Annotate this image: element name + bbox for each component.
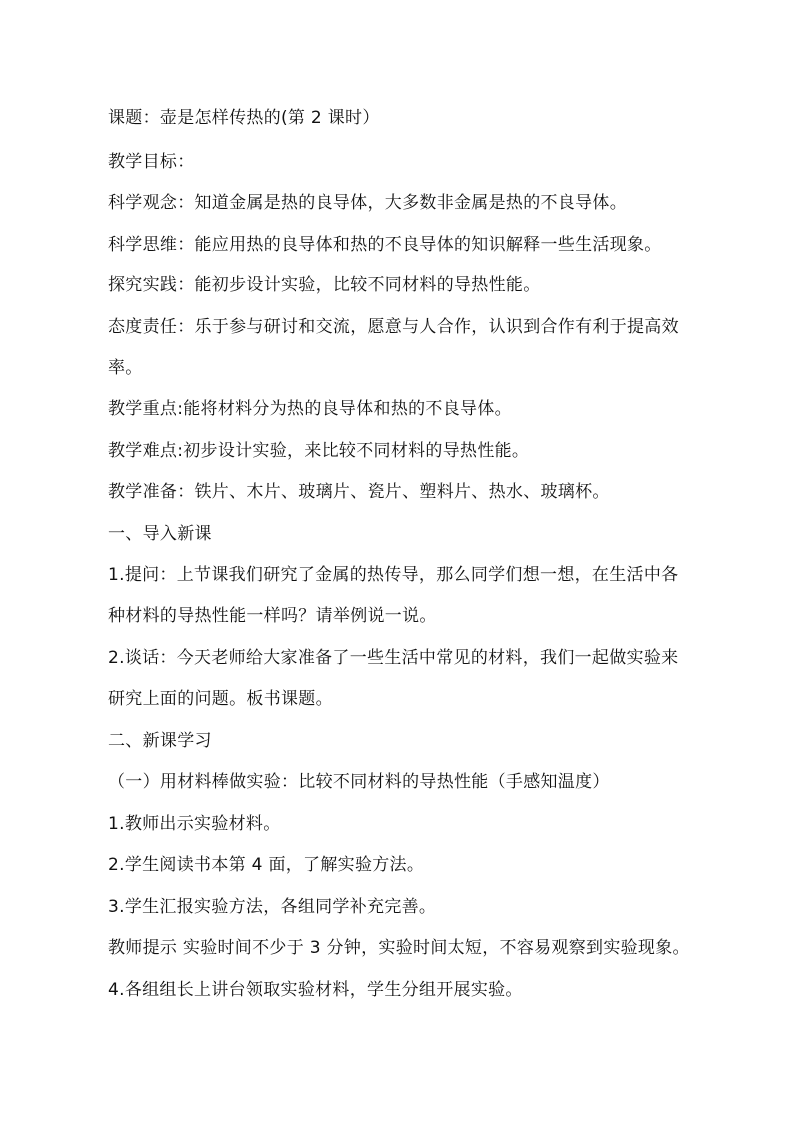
teaching-preparation: 教学准备：铁片、木片、玻璃片、瓷片、塑料片、热水、玻璃杯。 bbox=[108, 482, 610, 502]
goal-inquiry-practice: 探究实践：能初步设计实验，比较不同材料的导热性能。 bbox=[108, 275, 541, 295]
goal-attitude-responsibility-cont: 率。 bbox=[108, 358, 143, 378]
goal-attitude-responsibility: 态度责任：乐于参与研讨和交流，愿意与人合作，认识到合作有利于提高效 bbox=[108, 317, 679, 337]
lesson-title: 课题：壶是怎样传热的(第 2 课时） bbox=[108, 108, 380, 128]
section-heading-intro: 一、导入新课 bbox=[108, 524, 212, 544]
teacher-tip: 教师提示 实验时间不少于 3 分钟，实验时间太短，不容易观察到实验现象。 bbox=[108, 938, 690, 958]
subsection-experiment: （一）用材料棒做实验：比较不同材料的导热性能（手感知温度） bbox=[108, 772, 610, 792]
step-read-book: 2.学生阅读书本第 4 面，了解实验方法。 bbox=[108, 855, 425, 875]
step-group-experiment: 4.各组组长上讲台领取实验材料，学生分组开展实验。 bbox=[108, 980, 523, 1000]
step-talk: 2.谈话：今天老师给大家准备了一些生活中常见的材料，我们一起做实验来 bbox=[108, 648, 679, 668]
teaching-goals-heading: 教学目标： bbox=[108, 152, 195, 172]
step-question-cont: 种材料的导热性能一样吗？请举例说一说。 bbox=[108, 606, 437, 626]
teaching-key-point: 教学重点:能将材料分为热的良导体和热的不良导体。 bbox=[108, 399, 512, 419]
goal-scientific-thinking: 科学思维：能应用热的良导体和热的不良导体的知识解释一些生活现象。 bbox=[108, 235, 662, 255]
goal-scientific-concept: 科学观念：知道金属是热的良导体，大多数非金属是热的不良导体。 bbox=[108, 193, 627, 213]
step-question: 1.提问：上节课我们研究了金属的热传导，那么同学们想一想，在生活中各 bbox=[108, 565, 679, 585]
step-talk-cont: 研究上面的问题。板书课题。 bbox=[108, 689, 333, 709]
step-show-materials: 1.教师出示实验材料。 bbox=[108, 814, 281, 834]
step-report-method: 3.学生汇报实验方法，各组同学补充完善。 bbox=[108, 897, 437, 917]
section-heading-new-lesson: 二、新课学习 bbox=[108, 731, 212, 751]
teaching-difficulty: 教学难点:初步设计实验，来比较不同材料的导热性能。 bbox=[108, 441, 530, 461]
